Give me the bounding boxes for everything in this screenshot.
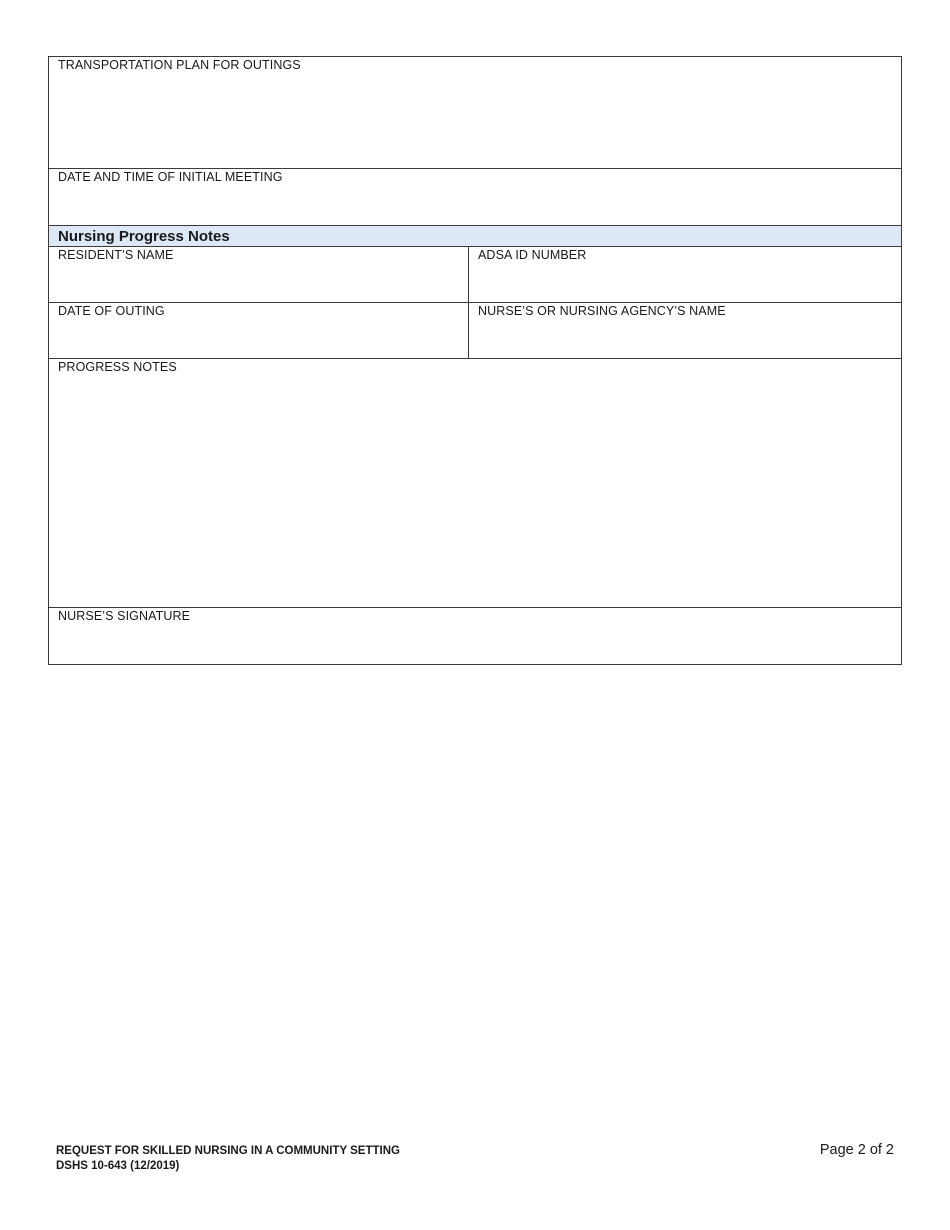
progress-notes-row (49, 359, 901, 608)
section-title: Nursing Progress Notes (58, 228, 230, 245)
nurse-signature-label: NURSE’S SIGNATURE (58, 609, 191, 623)
adsa-id-label: ADSA ID NUMBER (478, 248, 587, 262)
section-header-nursing-progress-notes (49, 226, 901, 247)
date-of-outing-cell[interactable] (49, 303, 469, 358)
initial-meeting-label: DATE AND TIME OF INITIAL MEETING (58, 170, 283, 184)
date-of-outing-input[interactable] (58, 318, 459, 356)
nurse-signature-row (49, 608, 901, 664)
progress-notes-label: PROGRESS NOTES (58, 360, 177, 374)
nurse-agency-input[interactable] (478, 318, 892, 356)
progress-notes-input[interactable] (58, 374, 892, 602)
resident-adsa-row (49, 247, 901, 303)
initial-meeting-row (49, 169, 901, 226)
resident-name-cell[interactable] (49, 247, 469, 302)
nurse-signature-input[interactable] (58, 623, 892, 661)
transportation-plan-cell[interactable] (49, 57, 901, 168)
nurse-agency-cell[interactable] (469, 303, 901, 358)
nurse-agency-label: NURSE’S OR NURSING AGENCY’S NAME (478, 304, 726, 318)
resident-name-input[interactable] (58, 262, 459, 300)
outing-nurse-row (49, 303, 901, 359)
resident-name-label: RESIDENT’S NAME (58, 248, 174, 262)
transportation-plan-row (49, 57, 901, 169)
progress-notes-cell[interactable] (49, 359, 901, 607)
transportation-plan-label: TRANSPORTATION PLAN FOR OUTINGS (58, 58, 301, 72)
initial-meeting-cell[interactable] (49, 169, 901, 225)
transportation-plan-input[interactable] (58, 72, 892, 164)
footer-form-title: REQUEST FOR SKILLED NURSING IN A COMMUNITY SETTING (56, 1145, 400, 1157)
footer-form-info (56, 1144, 400, 1174)
page-indicator: Page 2 of 2 (819, 1142, 894, 1158)
date-of-outing-label: DATE OF OUTING (58, 304, 165, 318)
adsa-id-input[interactable] (478, 262, 892, 300)
adsa-id-cell[interactable] (469, 247, 901, 302)
footer-form-number: DSHS 10-643 (12/2019) (56, 1160, 180, 1172)
initial-meeting-input[interactable] (58, 184, 892, 222)
progress-notes-form (48, 56, 902, 665)
nurse-signature-cell[interactable] (49, 608, 901, 664)
